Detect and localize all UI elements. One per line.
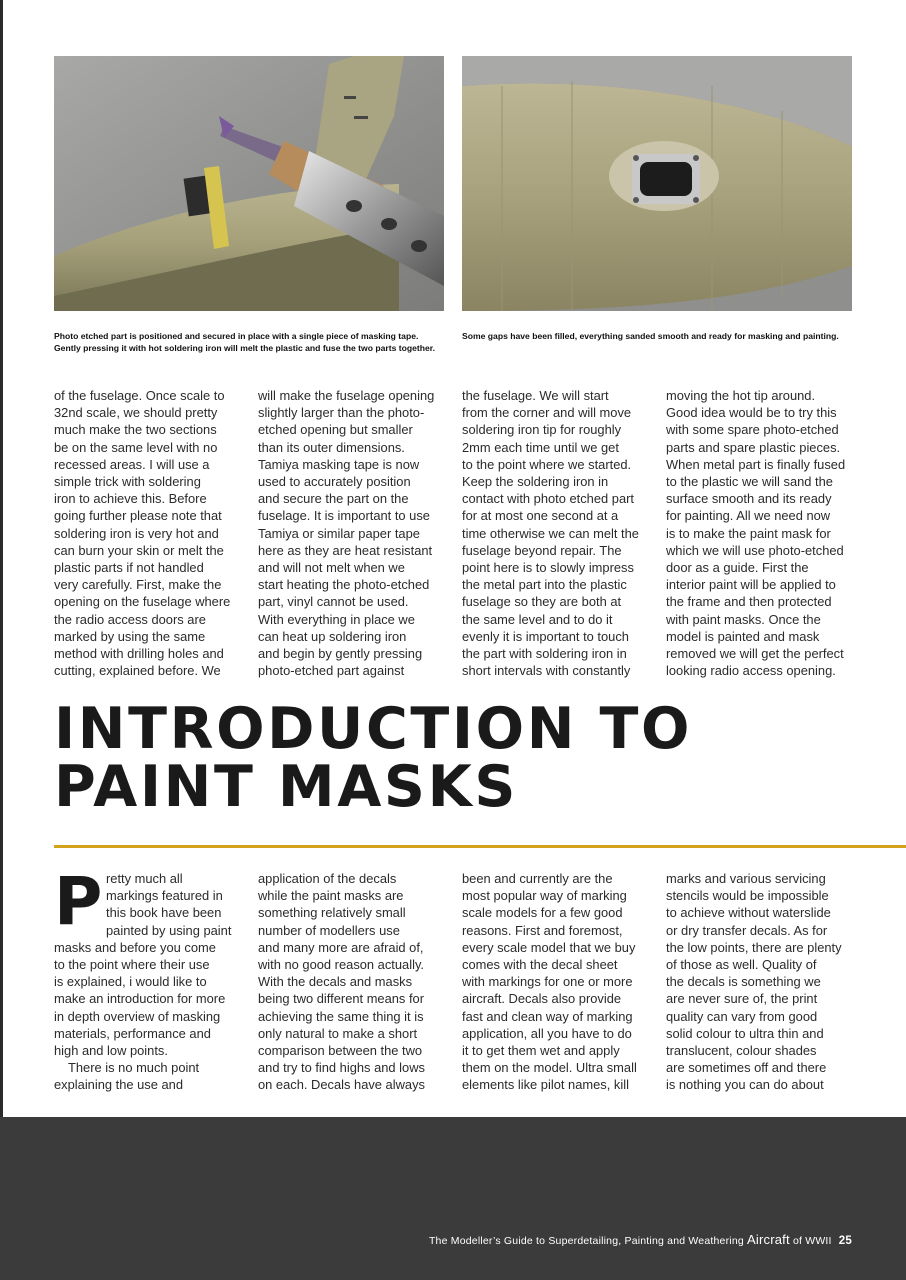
- body-line: is explained, i would like to: [54, 974, 207, 990]
- body-line: comes with the decal sheet: [462, 957, 618, 973]
- body-line: marked by using the same: [54, 628, 206, 644]
- body-line: can burn your skin or melt the: [54, 542, 224, 558]
- body-line: slightly larger than the photo-: [258, 405, 425, 421]
- body-line: the decals is something we: [666, 974, 821, 990]
- body-line: 2mm each time until we get: [462, 439, 619, 455]
- body-line: start heating the photo-etched: [258, 577, 430, 593]
- body-line: them on the model. Ultra small: [462, 1060, 637, 1076]
- body-line: and try to find highs and lows: [258, 1060, 425, 1076]
- body-line: iron to achieve this. Before: [54, 491, 207, 507]
- running-footer: [429, 1232, 852, 1247]
- body-line: soldering iron is very hot and: [54, 525, 219, 541]
- body-line: than its outer dimensions.: [258, 439, 405, 455]
- body-line: on each. Decals have always: [258, 1077, 425, 1093]
- drop-cap: P: [54, 863, 103, 940]
- body-line: application, all you have to do: [462, 1025, 632, 1041]
- body-line: while the paint masks are: [258, 888, 404, 904]
- body-line: simple trick with soldering: [54, 474, 201, 490]
- body-line: reasons. First and foremost,: [462, 922, 623, 938]
- body-line: is to make the paint mask for: [666, 525, 831, 541]
- body-line: very carefully. First, make the: [54, 577, 222, 593]
- body-column-4: [666, 387, 856, 679]
- body-line: something relatively small: [258, 905, 406, 921]
- body-line: fast and clean way of marking: [462, 1008, 633, 1024]
- accent-rule: [54, 845, 906, 848]
- body-line: scale models for a few good: [462, 905, 623, 921]
- body-line: With the decals and masks: [258, 974, 413, 990]
- body-line: When metal part is finally fused: [666, 456, 846, 472]
- body-line: contact with photo etched part: [462, 491, 634, 507]
- footer-book-title-suffix: of WWII: [792, 1235, 832, 1247]
- body-line: with no good reason actually.: [258, 957, 425, 973]
- page-edge-rule: [0, 0, 3, 1118]
- body-line: achieving the same thing it is: [258, 1008, 424, 1024]
- body-line: painted by using paint: [106, 922, 232, 938]
- body-line: model is painted and mask: [666, 628, 820, 644]
- body-line: the metal part into the plastic: [462, 577, 627, 593]
- body-line: number of modellers use: [258, 922, 400, 938]
- body-line: from the corner and will move: [462, 405, 632, 421]
- body-line: and many more are afraid of,: [258, 939, 424, 955]
- body-line: aircraft. Decals also provide: [462, 991, 622, 1007]
- footer-book-title-emphasis: Aircraft: [747, 1232, 790, 1247]
- body-line: parts and spare plastic pieces.: [666, 439, 841, 455]
- body-line: stencils would be impossible: [666, 888, 829, 904]
- body-line: Keep the soldering iron in: [462, 474, 609, 490]
- body-line: in depth overview of masking: [54, 1008, 221, 1024]
- body-line: interior paint will be applied to: [666, 577, 836, 593]
- body-line: which we will use photo-etched: [666, 542, 844, 558]
- body-line: will make the fuselage opening: [258, 388, 435, 403]
- body-line: fuselage. It is important to use: [258, 508, 430, 524]
- body-line: here as they are heat resistant: [258, 542, 433, 558]
- body-line: marks and various servicing: [666, 871, 826, 886]
- body-line: Good idea would be to try this: [666, 405, 837, 421]
- body-line: fuselage so they are both at: [462, 594, 622, 610]
- body-line: opening on the fuselage where: [54, 594, 231, 610]
- photo-soldering-iron: [54, 56, 444, 311]
- body-line: are never sure of, the print: [666, 991, 818, 1007]
- body-line: of the fuselage. Once scale to: [54, 388, 225, 403]
- body-line: masks and before you come: [54, 939, 216, 955]
- body-line: the low points, there are plenty: [666, 939, 842, 955]
- body-line: make an introduction for more: [54, 991, 226, 1007]
- headline-line-2: PAINT MASKS: [54, 754, 519, 820]
- body-line: the same level and to do it: [462, 611, 613, 627]
- body-line: going further please note that: [54, 508, 222, 524]
- body-line: for painting. All we need now: [666, 508, 831, 524]
- body-line: part, vinyl cannot be used.: [258, 594, 409, 610]
- intro-column-2: [258, 870, 448, 1094]
- body-line: every scale model that we buy: [462, 939, 636, 955]
- body-line: to the point where we started.: [462, 456, 632, 472]
- footer-book-title: The Modeller’s Guide to Superdetailing, Painting and Weathering: [428, 1235, 744, 1247]
- body-line: removed we will get the perfect: [666, 646, 844, 662]
- body-line: this book have been: [106, 905, 222, 921]
- body-line: 32nd scale, we should pretty: [54, 405, 218, 421]
- body-column-2: [258, 387, 448, 679]
- body-line: is nothing you can do about: [666, 1077, 824, 1093]
- body-line: door as a guide. First the: [666, 560, 809, 576]
- body-line: or dry transfer decals. As for: [666, 922, 828, 938]
- body-line: elements like pilot names, kill: [462, 1077, 629, 1093]
- body-line: etched opening but smaller: [258, 422, 413, 438]
- photo-caption-right: Some gaps have been filled, everything sanded smooth and ready for masking and painting.: [462, 331, 839, 341]
- body-line: only natural to make a short: [258, 1025, 418, 1041]
- body-line: the fuselage. We will start: [462, 388, 609, 403]
- body-line: method with drilling holes and: [54, 646, 224, 662]
- photo-caption-left: Photo etched part is positioned and secured in place with a single piece of masking tape. Gently pressing it with hot soldering iron will melt the plastic and fuse the two parts together.: [54, 331, 436, 353]
- body-line: the part with soldering iron in: [462, 646, 627, 662]
- body-line: to the point where their use: [54, 957, 210, 973]
- intro-column-4: [666, 870, 856, 1094]
- body-line: retty much all: [106, 871, 183, 886]
- body-line: soldering iron tip for roughly: [462, 422, 622, 438]
- body-line: the radio access doors are: [54, 611, 206, 627]
- body-line: Tamiya masking tape is now: [258, 456, 420, 472]
- body-line: explaining the use and: [54, 1077, 184, 1093]
- body-line: materials, performance and: [54, 1025, 211, 1041]
- body-line: markings featured in: [106, 888, 223, 904]
- body-line: cutting, explained before. We: [54, 663, 221, 679]
- body-line: photo-etched part against: [258, 663, 405, 679]
- body-line: With everything in place we: [258, 611, 415, 627]
- body-column-1: [54, 387, 244, 679]
- body-line: Tamiya or similar paper tape: [258, 525, 420, 541]
- body-line: to achieve without waterslide: [666, 905, 831, 921]
- headline-line-1: INTRODUCTION TO: [54, 696, 693, 762]
- photo-fuselage-opening-image: [462, 56, 852, 311]
- photo-soldering-iron-image: [54, 56, 444, 311]
- body-line: can heat up soldering iron: [258, 628, 407, 644]
- photo-fuselage-opening: [462, 56, 852, 311]
- body-line: recessed areas. I will use a: [54, 456, 210, 472]
- body-line: time otherwise we can melt the: [462, 525, 639, 541]
- body-line: much make the two sections: [54, 422, 217, 438]
- body-line: fuselage beyond repair. The: [462, 542, 622, 558]
- body-line: point here is to slowly impress: [462, 560, 634, 576]
- body-line: comparison between the two: [258, 1043, 423, 1059]
- body-line: it to get them wet and apply: [462, 1043, 620, 1059]
- body-line: the frame and then protected: [666, 594, 832, 610]
- body-line: moving the hot tip around.: [666, 388, 816, 403]
- body-line: most popular way of marking: [462, 888, 627, 904]
- body-line: and secure the part on the: [258, 491, 409, 507]
- body-line: There is no much point: [68, 1060, 200, 1076]
- body-line: and begin by gently pressing: [258, 646, 423, 662]
- body-line: solid colour to ultra thin and: [666, 1025, 824, 1041]
- intro-column-1: [54, 863, 244, 1094]
- body-line: with markings for one or more: [462, 974, 633, 990]
- body-line: surface smooth and its ready: [666, 491, 832, 507]
- body-line: to the plastic we will sand the: [666, 474, 833, 490]
- body-line: looking radio access opening.: [666, 663, 836, 679]
- body-line: are sometimes off and there: [666, 1060, 827, 1076]
- body-line: of those as well. Quality of: [666, 957, 817, 973]
- body-line: short intervals with constantly: [462, 663, 631, 679]
- body-line: plastic parts if not handled: [54, 560, 204, 576]
- body-line: and will not melt when we: [258, 560, 405, 576]
- body-line: application of the decals: [258, 871, 397, 886]
- footer-band: [0, 1117, 906, 1280]
- body-line: used to accurately position: [258, 474, 411, 490]
- body-line: with some spare photo-etched: [666, 422, 839, 438]
- body-line: be on the same level with no: [54, 439, 218, 455]
- section-headline: [54, 696, 874, 820]
- body-line: with paint masks. Once the: [666, 611, 821, 627]
- body-line: high and low points.: [54, 1043, 168, 1059]
- body-column-3: [462, 387, 652, 679]
- body-line: evenly it is important to touch: [462, 628, 629, 644]
- body-line: for at most one second at a: [462, 508, 619, 524]
- intro-column-3: [462, 870, 652, 1094]
- page-number: 25: [838, 1235, 852, 1247]
- body-line: being two different means for: [258, 991, 425, 1007]
- body-line: quality can vary from good: [666, 1008, 818, 1024]
- body-line: translucent, colour shades: [666, 1043, 817, 1059]
- body-line: been and currently are the: [462, 871, 613, 886]
